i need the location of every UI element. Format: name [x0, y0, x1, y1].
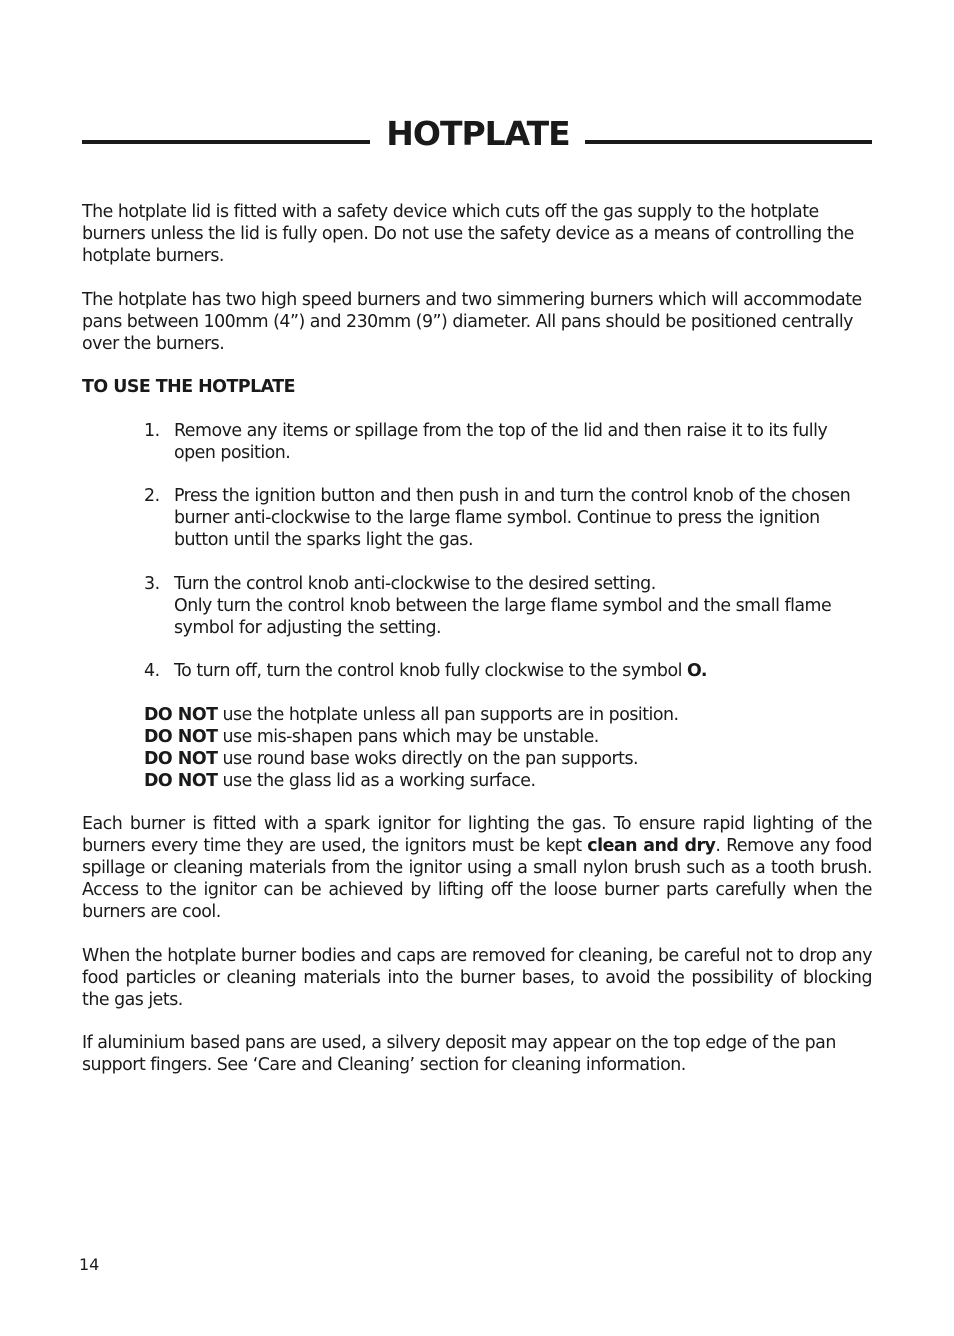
- off-symbol: O.: [686, 661, 707, 681]
- warnings-block: [82, 704, 872, 792]
- warning-line: [144, 748, 872, 770]
- step-number: 2.: [144, 486, 160, 506]
- warning-line: [144, 726, 872, 748]
- step-text: Press the ignition button and then push in and turn the control knob of the chosen burner anti-clockwise to the large flame symbol. Continue to press the ignition button until the sparks light the gas.: [174, 486, 851, 550]
- step-text-continued: Only turn the control knob between the large flame symbol and the small flame symbol for adjusting the setting.: [174, 595, 832, 638]
- ignitor-text-after: . Remove any food spillage or cleaning materials from the ignitor using a small nylon brush such as a tooth brush. Access to the ignitor can be achieved by lifting off the loose burner parts carefully when the burners are cool.: [82, 836, 872, 922]
- steps-list: [82, 420, 872, 683]
- page-content: [82, 201, 872, 1098]
- warning-text: use the glass lid as a working surface.: [217, 770, 536, 791]
- ignitor-text-before: Each burner is fitted with a spark ignitor for lighting the gas. To ensure rapid lighting of the burners every time they are used, the ignitors must be kept: [82, 814, 872, 856]
- header-rule-left: [82, 140, 370, 144]
- step-text: To turn off, turn the control knob fully clockwise to the symbol: [174, 661, 687, 681]
- warning-line: [144, 704, 872, 726]
- warning-emphasis: DO NOT: [144, 704, 218, 725]
- warning-text: use round base woks directly on the pan supports.: [217, 748, 639, 769]
- intro-paragraph-lid: The hotplate lid is fitted with a safety device which cuts off the gas supply to the hotplate burners unless the lid is fully open. Do not use the safety device as a means of controlling the hotplate burners.: [82, 202, 854, 266]
- list-item: [144, 573, 872, 639]
- warning-text: use the hotplate unless all pan supports are in position.: [217, 704, 679, 725]
- ignitor-emphasis: clean and dry: [587, 836, 716, 856]
- step-text: Remove any items or spillage from the top of the lid and then raise it to its fully open position.: [174, 420, 828, 463]
- page-title: HOTPLATE: [386, 114, 570, 153]
- header-rule-right: [585, 140, 872, 144]
- warning-line: [144, 770, 872, 792]
- section-heading: TO USE THE HOTPLATE: [82, 377, 296, 397]
- warning-text: use mis-shapen pans which may be unstable.: [217, 726, 599, 747]
- ignitor-paragraph: [82, 813, 872, 923]
- list-item: [144, 420, 872, 464]
- step-number: 1.: [144, 420, 160, 441]
- warning-emphasis: DO NOT: [144, 748, 218, 769]
- list-item: [144, 660, 872, 682]
- step-number: 4.: [144, 661, 160, 681]
- intro-paragraph-burners: The hotplate has two high speed burners and two simmering burners which will accommodate pans between 100mm (4”) and 230mm (9”) diameter. All pans should be positioned centrally over the burners.: [82, 289, 862, 354]
- list-item: [144, 485, 872, 551]
- page-header: [82, 112, 872, 160]
- page-number: 14: [79, 1255, 100, 1274]
- warning-emphasis: DO NOT: [144, 726, 218, 747]
- cleaning-paragraph: When the hotplate burner bodies and caps are removed for cleaning, be careful not to drop any food particles or cleaning materials into the burner bases, to avoid the possibility of blocking the gas jets.: [82, 945, 872, 1010]
- step-number: 3.: [144, 573, 160, 594]
- aluminium-paragraph: If aluminium based pans are used, a silvery deposit may appear on the top edge of the pan support fingers. See ‘Care and Cleaning’ section for cleaning information.: [82, 1033, 836, 1075]
- warning-emphasis: DO NOT: [144, 770, 218, 791]
- step-text: Turn the control knob anti-clockwise to the desired setting.: [174, 573, 656, 594]
